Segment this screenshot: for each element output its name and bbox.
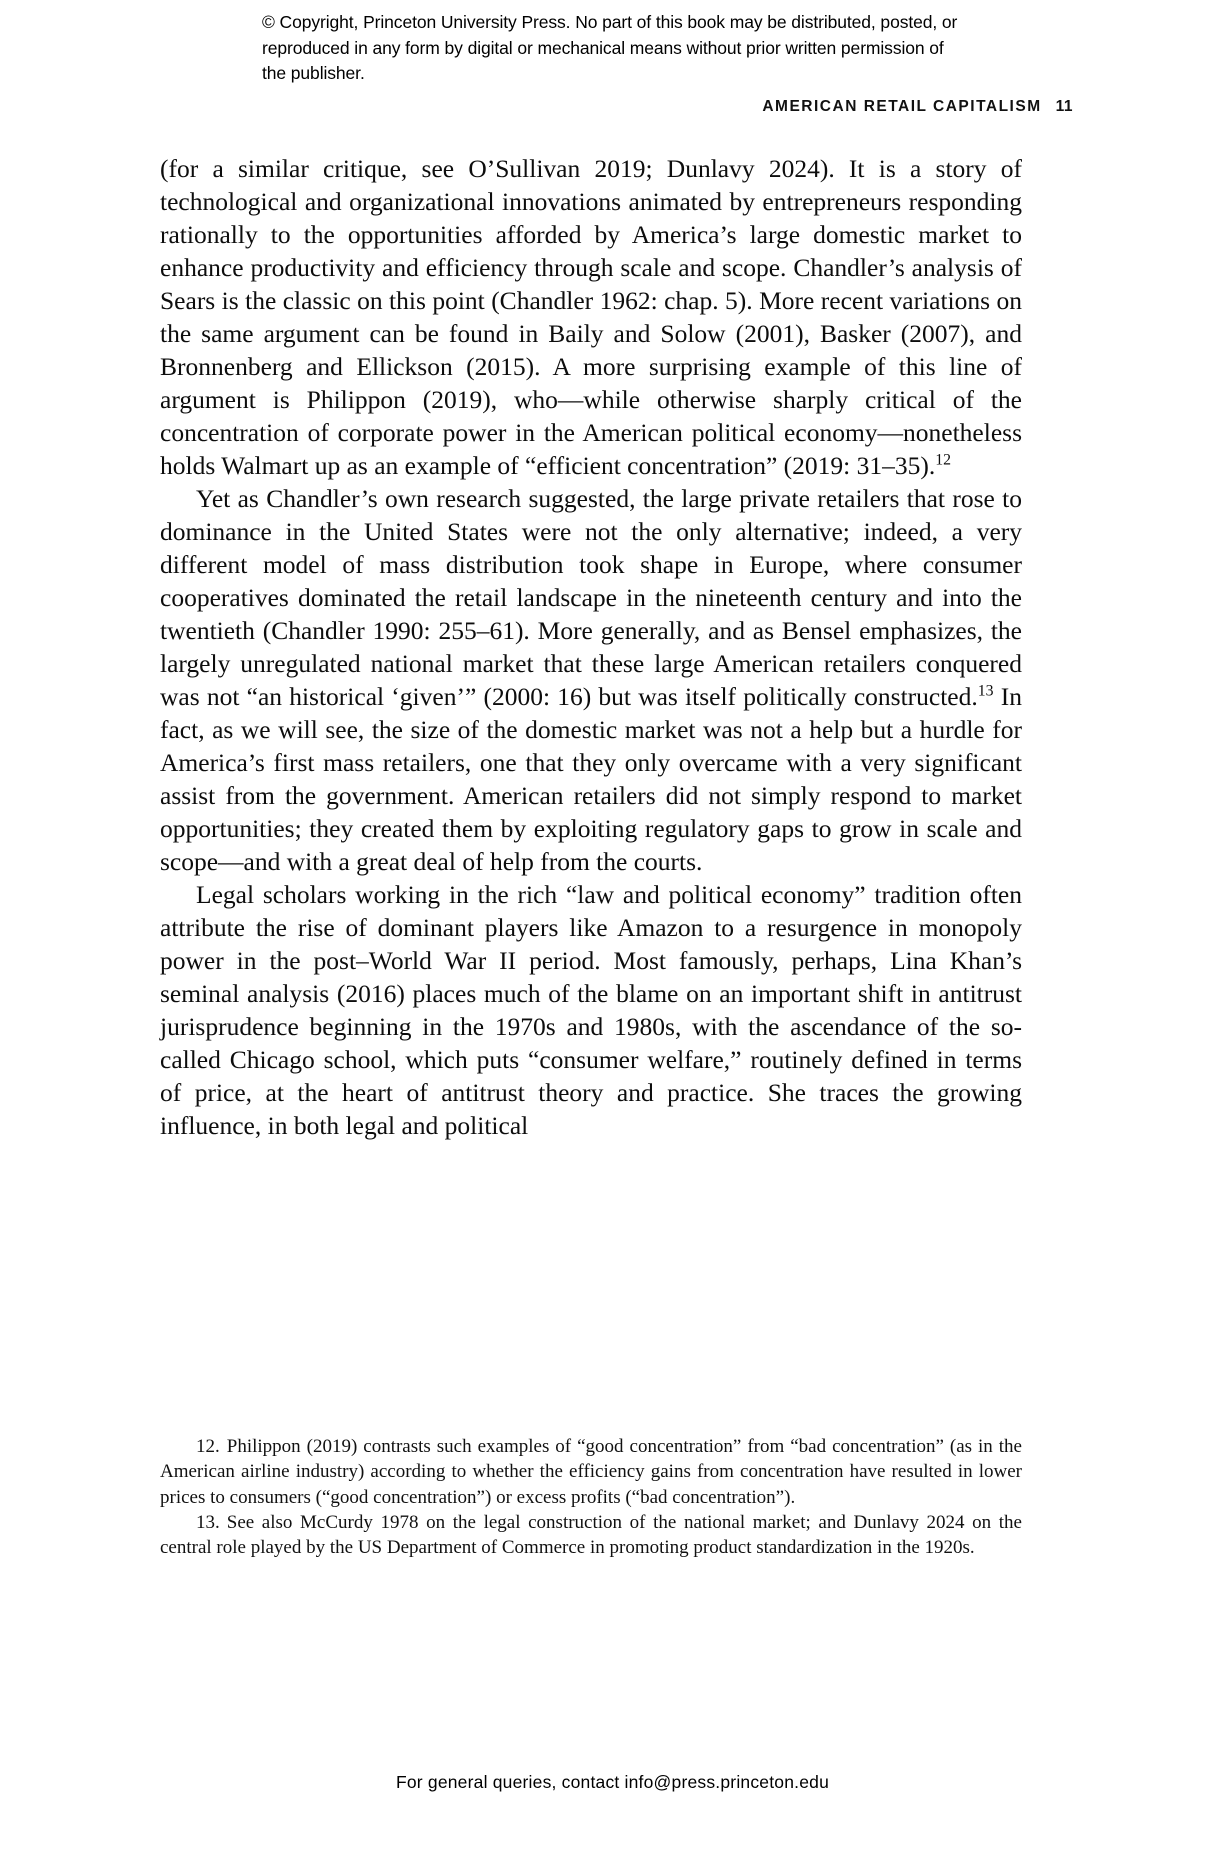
body-text bbox=[160, 152, 1022, 1142]
footnote-12-text: Philippon (2019) contrasts such examples of “good concentration” from “bad concentration” (as in the American airline industry) according to whether the efficiency gains from concentration have resulted in lower prices to consumers (“good concentration”) or excess profits (“bad concentration”). bbox=[160, 1436, 1022, 1508]
footnote-13-number: 13. bbox=[196, 1511, 220, 1533]
footnote-13 bbox=[160, 1510, 1022, 1561]
paragraph-1-text: (for a similar critique, see O’Sullivan 2019; Dunlavy 2024). It is a story of technological and organizational innovations animated by entrepreneurs responding rationally to the opportunities afforded by America’s large domestic market to enhance productivity and efficiency through scale and scope. Chandler’s analysis of Sears is the classic on this point (Chandler 1962: chap. 5). More recent variations on the same argument can be found in Baily and Solow (2001), Basker (2007), and Bronnenberg and Ellickson (2015). A more surprising example of this line of argument is Philippon (2019), who—while otherwise sharply critical of the concentration of corporate power in the American political economy—nonetheless holds Walmart up as an example of “efficient concentration” (2019: 31–35). bbox=[160, 154, 1022, 481]
footnote-ref-13[interactable]: 13 bbox=[977, 682, 994, 700]
footnote-12 bbox=[160, 1434, 1022, 1510]
page-number: 11 bbox=[1055, 98, 1073, 115]
paragraph-2-tail: In fact, as we will see, the size of the domestic market was not a help but a hurdle for America’s first mass retailers, one that they only overcame with a very significant assist from the government. American retailers did not simply respond to market opportunities; they created them by exploiting regulatory gaps to grow in scale and scope—and with a great deal of help from the courts. bbox=[160, 682, 1022, 877]
running-head-title: AMERICAN RETAIL CAPITALISM bbox=[762, 98, 1042, 115]
paragraph-1 bbox=[160, 152, 1022, 482]
page-footer: For general queries, contact info@press.princeton.edu bbox=[395, 1772, 830, 1792]
running-head bbox=[762, 98, 1073, 116]
paragraph-3-text: Legal scholars working in the rich “law and political economy” tradition often attribute the rise of dominant players like Amazon to a resurgence in monopoly power in the post–World War II period. Most famously, perhaps, Lina Khan’s seminal analysis (2016) places much of the blame on an important shift in antitrust jurisprudence beginning in the 1970s and 1980s, with the ascendance of the so-called Chicago school, which puts “consumer welfare,” routinely defined in terms of price, at the heart of antitrust theory and practice. She traces the growing influence, in both legal and political bbox=[160, 880, 1022, 1141]
paragraph-2 bbox=[160, 482, 1022, 878]
footnote-ref-12[interactable]: 12 bbox=[935, 451, 952, 469]
footnotes-block bbox=[160, 1434, 1022, 1560]
paragraph-3 bbox=[160, 878, 1022, 1142]
footnote-12-number: 12. bbox=[196, 1436, 220, 1457]
paragraph-2-text: Yet as Chandler’s own research suggested, the large private retailers that rose to dominance in the United States were not the only alternative; indeed, a very different model of mass distribution took shape in Europe, where consumer cooperatives dominated the retail landscape in the nineteenth century and into the twentieth (Chandler 1990: 255–61). More generally, and as Bensel emphasizes, the largely unregulated national market that these large American retailers conquered was not “an historical ‘given’” (2000: 16) but was itself politically constructed. bbox=[160, 484, 1022, 712]
footnote-13-text: See also McCurdy 1978 on the legal construction of the national market; and Dunlavy 2024 on the central role played by the US Department of Commerce in promoting product standardization in the 1920s. bbox=[160, 1511, 1022, 1559]
copyright-notice: © Copyright, Princeton University Press. No part of this book may be distributed, posted, or reproduced in any form by digital or mechanical means without prior written permission of the publisher. bbox=[262, 12, 958, 84]
